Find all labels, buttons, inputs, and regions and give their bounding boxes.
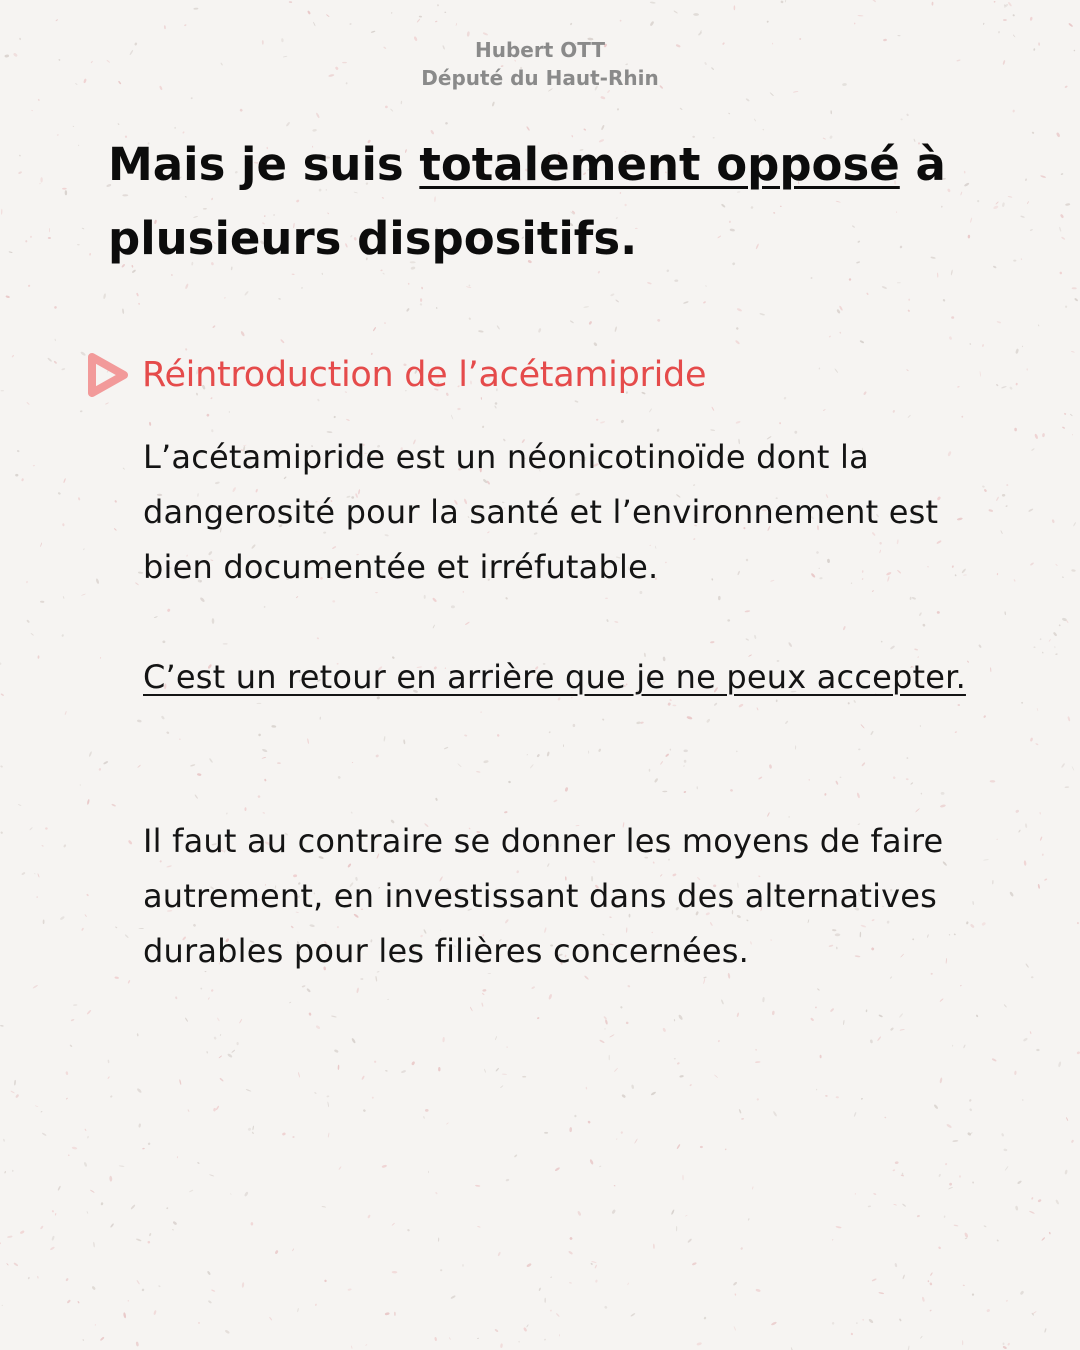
section-title: Réintroduction de l’acétamipride [142, 355, 707, 395]
author-role: Député du Haut-Rhin [421, 66, 659, 90]
author-name: Hubert OTT [475, 38, 605, 62]
section-heading [86, 350, 706, 400]
paragraph-refusal: C’est un retour en arrière que je ne peux accepter. [143, 658, 966, 696]
headline-part2: à plusieurs dispositifs. [108, 138, 946, 265]
headline-part1: Mais je suis [108, 138, 420, 191]
headline [108, 128, 968, 276]
paragraph-alternatives: Il faut au contraire se donner les moyens de faire autrement, en investissant dans des alternatives durables pour les filières concernées. [143, 822, 944, 970]
paragraph-danger: L’acétamipride est un néonicotinoïde dont la dangerosité pour la santé et l’environnement est bien documentée et irréfutable. [143, 438, 939, 586]
play-triangle-icon [86, 352, 130, 398]
headline-emphasis: totalement opposé [419, 138, 900, 191]
author-block [0, 36, 1080, 92]
